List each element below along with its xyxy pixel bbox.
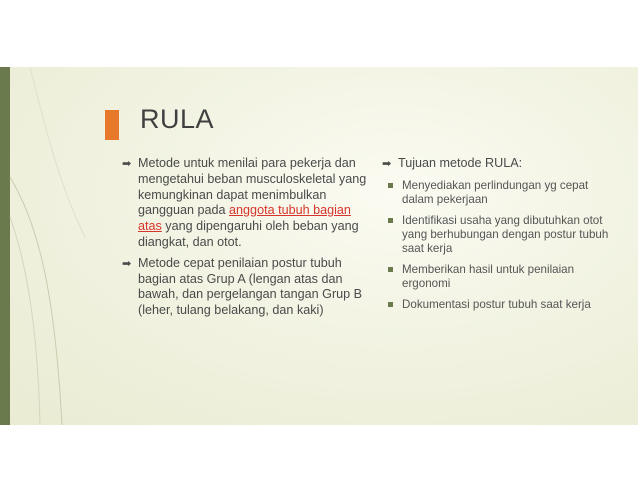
bullet-text: Metode cepat penilaian postur tubuh bagian atas Grup A (lengan atas dan bawah, dan pergelangan tangan Grup B (leher, tulang belakang, dan kaki) [138,255,363,318]
sub-list [382,179,618,312]
sub-item [382,214,618,257]
bullet-item [122,156,368,251]
sub-item-text: Memberikan hasil untuk penilaian ergonomi [402,262,575,291]
highlighted-link-text[interactable]: anggota tubuh bagian atas [138,203,351,234]
square-bullet-icon [388,267,393,272]
bullet-text-after: yang dipengaruhi oleh beban yang diangkat, dan otot. [138,219,359,249]
sub-item-text: Dokumentasi postur tubuh saat kerja [402,297,591,311]
bullet-item [382,156,618,172]
sub-item-text: Identifikasi usaha yang dibutuhkan otot yang berhubungan dengan postur tubuh saat kerja [402,213,609,256]
decorative-lines [0,67,120,425]
sub-item [382,263,618,292]
title-accent-tab [105,110,119,140]
square-bullet-icon [388,302,393,307]
slide-title: RULA [140,104,215,134]
slide [0,67,638,425]
sub-item [382,179,618,208]
right-heading: Tujuan metode RULA: [398,156,523,170]
square-bullet-icon [388,218,393,223]
right-column [382,156,618,318]
bullet-item [122,256,368,319]
bullet-text-before: Metode untuk menilai para pekerja dan mengetahui beban musculoskeletal yang kemungkinan dapat menimbulkan gangguan pada [138,156,367,218]
left-column [122,156,368,324]
arrow-bullet-icon: ➡ [382,158,392,170]
arrow-bullet-icon: ➡ [122,158,132,170]
sub-item [382,298,618,312]
square-bullet-icon [388,183,393,188]
sub-item-text: Menyediakan perlindungan yg cepat dalam pekerjaan [402,178,589,207]
arrow-bullet-icon: ➡ [122,257,132,270]
